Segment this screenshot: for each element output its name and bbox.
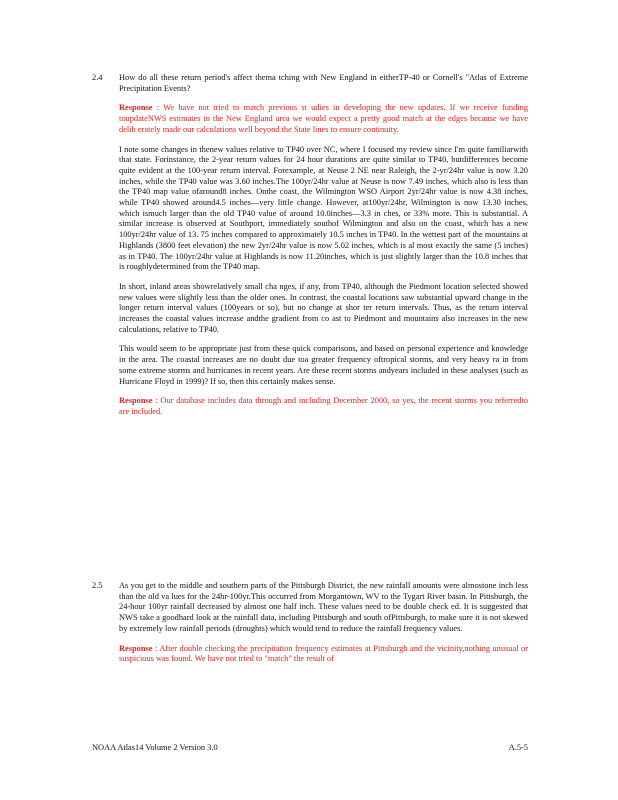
body-paragraph: This would seem to be appropriate just from these quick comparisons, and based on personal experience and knowledge in the area. The coastal increases are no doubt due toa greater frequency oftropical storms, and very heavy ra in from some extreme storms and hurricanes in recent years. Are these recent storms andyears included in these analyses (such as Hurricane Floyd in 1999)? If so, then this certainly makes sense. <box>119 344 528 386</box>
comment-item-2-4 <box>92 73 528 427</box>
response-text: : We have not tried to match previous st udies in developing the new updates. If we receive funding toupdateNWS estimates in the New England area we would expect a pretty good match at the edges because we have delib erately made our calculations well beyond the State lines to ensure continuity. <box>119 103 529 134</box>
item-body <box>119 581 528 665</box>
response-label: Response <box>119 396 153 406</box>
response-label: Response <box>119 103 153 113</box>
response-text: : Our database includes data through and including December 2000, so yes, the recent storms you referredto are included. <box>119 396 529 416</box>
response-paragraph <box>119 396 528 417</box>
footer-document-title: NOAA Atlas14 Volume 2 Version 3.0 <box>92 743 218 752</box>
question-text: How do all these return period's affect thema tching with New England in eitherTP-40 or Cornell's "Atlas of Extreme Precipitation Events? <box>119 73 528 93</box>
comment-item-2-5 <box>92 581 528 674</box>
body-paragraph: I note some changes in thenew values relative to TP40 over NC, where I focused my review since I'm quite familiarwith that state. Forinstance, the 2-year return values for 24 hour durations are quite similar to TP40, butdifferences become quite evident at the 100-year return interval. Forexample, at Neuse 2 NE near Raleigh, the 2-yr/24hr value is now 3.20 inches, while the TP40 value was 3.60 inches.The 100yr/24hr value at Neuse is now 7.49 inches, which also is less than the TP40 map value ofaround8 inches. Onthe coast, the Wilmington WSO Airport 2yr/24hr value is now 4.38 inches, while TP40 showed around4.5 inches—very little change. However, at100yr/24hr, Wilmington is now 13.30 inches, which ismuch larger than the old TP40 value of around 10.0inches—3.3 in ches, or 33% more. This is substantial. A similar increase is observed at Southport, immediately southof Wilmington and also on the coast, which has a new 100yr/24hr value of 13. 75 inches compared to approximately 10.5 inches in TP40. In the wettest part of the mountains at Highlands (3800 feet elevation) the new 2yr/24hr value is now 5.02 inches, which is al most exactly the same (5 inches) as in TP40. The 100yr/24hr value at Highlands is now 11.20inches, which is just slightly larger than the 10.8 inches that is roughlydetermined from the TP40 map. <box>119 144 528 272</box>
question-text: As you get to the middle and southern parts of the Pittsburgh District, the new rainfall amounts were almostone inch less than the old va lues for the 24hr-100yr.This occurred from Morgantown, WV to the Tygart River basin. In Pittsburgh, the 24-hour 100yr rainfall decreased by almost one half inch. These values need to be double check ed. It is suggested that NWS take a goodhard look at the rainfall data, including Pittsburgh and south ofPittsburgh, to make sure it is not skewed by extremely low rainfall periods (droughts) which would tend to reduce the rainfall frequency values. <box>119 581 528 633</box>
response-paragraph <box>119 103 528 135</box>
item-number: 2.5 <box>92 581 103 590</box>
response-label: Response <box>119 643 153 653</box>
footer-page-number: A.5-5 <box>508 743 528 752</box>
item-number: 2.4 <box>92 73 103 82</box>
item-body <box>119 73 528 418</box>
body-paragraph: In short, inland areas showrelatively small cha nges, if any, from TP40, although the Piedmont location selected showed new values were slightly less than the older ones. In contrast, the coastal locations saw substantial upward change in the longer return interval values (100years or so), but no change at shor ter return intervals. Thus, as the return interval increases the coastal values increase andthe gradient from co ast to Piedmont and mountains also increases in the new calculations, relative to TP40. <box>119 281 528 334</box>
response-paragraph <box>119 644 528 665</box>
response-text: : After double checking the precipitation frequency estimates at Pittsburgh and the vicinity,nothing unusual or suspicious was found. We have not tried to "match" the result of <box>119 643 529 664</box>
